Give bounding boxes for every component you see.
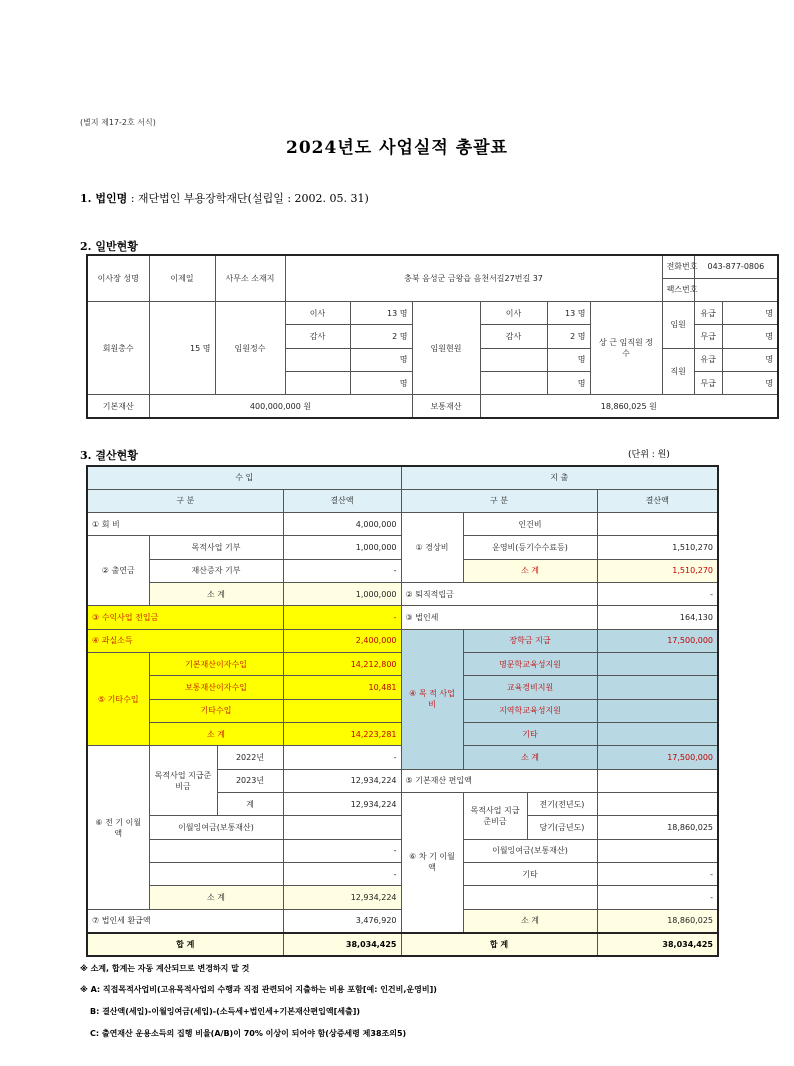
prev-period-label: 전기(전년도) bbox=[527, 793, 597, 816]
labor-label: 인건비 bbox=[463, 513, 597, 536]
purpose-subtotal-amount: 17,500,000 bbox=[597, 746, 718, 769]
current-blank-count: 명 bbox=[547, 348, 590, 371]
profit-transfer-amount: - bbox=[283, 606, 401, 629]
quota-auditor: 감사 bbox=[285, 325, 350, 348]
office-label: 사무소 소재지 bbox=[215, 255, 285, 302]
expense-header: 지 출 bbox=[401, 466, 718, 489]
expense-total-amount: 38,034,425 bbox=[597, 933, 718, 956]
quota-director: 이사 bbox=[285, 302, 350, 325]
basic-transfer-label: ⑤ 기본재산 편입액 bbox=[401, 769, 597, 792]
normal-assets-value: 18,860,025 원 bbox=[480, 395, 778, 418]
purpose-subtotal-label: 소 계 bbox=[463, 746, 597, 769]
prev-blank-2-amount: - bbox=[283, 863, 401, 886]
carryover-subtotal-amount: 12,934,224 bbox=[283, 886, 401, 909]
normal-assets-label: 보통재산 bbox=[412, 395, 480, 418]
income-total-amount: 38,034,425 bbox=[283, 933, 401, 956]
prev-blank-1 bbox=[149, 839, 283, 862]
year-2023-label: 2023년 bbox=[217, 769, 283, 792]
carryover-prev-label: ⑥ 전 기 이월액 bbox=[87, 746, 149, 909]
corp-tax-label: ③ 법인세 bbox=[401, 606, 597, 629]
form-number: (별지 제17-2호 서식) bbox=[80, 118, 156, 127]
severance-label: ② 퇴직적립금 bbox=[401, 583, 597, 606]
income-amount-header: 결산액 bbox=[283, 489, 401, 512]
membership-amount: 4,000,000 bbox=[283, 513, 401, 536]
quota-blank-count: 명 bbox=[350, 348, 412, 371]
labor-amount bbox=[597, 513, 718, 536]
normal-interest-label: 보통재산이자수입 bbox=[149, 676, 283, 699]
prev-period-amount bbox=[597, 793, 718, 816]
officer-paid: 유급 bbox=[694, 302, 722, 325]
tax-refund-amount: 3,476,920 bbox=[283, 909, 401, 932]
reserve-next-label: 목적사업 지급준비금 bbox=[463, 793, 527, 840]
unit-label: (단위 : 원) bbox=[628, 450, 670, 460]
misc-income-amount bbox=[283, 699, 401, 722]
op-subtotal-label: 소 계 bbox=[463, 559, 597, 582]
quota-blank-count: 명 bbox=[350, 371, 412, 394]
quota-auditor-count: 2 명 bbox=[350, 325, 412, 348]
quota-blank bbox=[285, 348, 350, 371]
section-label: 3. 결산현황 bbox=[80, 449, 138, 462]
op-subtotal-amount: 1,510,270 bbox=[597, 559, 718, 582]
next-subtotal-label: 소 계 bbox=[463, 909, 597, 932]
expense-amount-header: 결산액 bbox=[597, 489, 718, 512]
basic-interest-amount: 14,212,800 bbox=[283, 653, 401, 676]
famous-school-amount bbox=[597, 653, 718, 676]
current-auditor: 감사 bbox=[480, 325, 547, 348]
surplus-normal-label: 이월잉여금(보통재산) bbox=[149, 816, 283, 839]
prev-blank-2 bbox=[149, 863, 283, 886]
office-address: 충북 음성군 금왕읍 음천서길27번길 37 bbox=[285, 255, 662, 302]
general-status-table bbox=[86, 254, 779, 419]
current-blank bbox=[480, 348, 547, 371]
misc-income-label: 기타수입 bbox=[149, 699, 283, 722]
settlement-table bbox=[86, 465, 719, 957]
officer-quota-label: 임원정수 bbox=[215, 302, 285, 395]
section-general bbox=[80, 238, 138, 254]
year-2023-amount: 12,934,224 bbox=[283, 769, 401, 792]
other-income-label: ⑤ 기타수입 bbox=[87, 653, 149, 746]
corporation-name: : 재단법인 부용장학재단(설립일 : 2002. 05. 31) bbox=[130, 192, 369, 205]
scholarship-amount: 17,500,000 bbox=[597, 629, 718, 652]
year-2022-label: 2022년 bbox=[217, 746, 283, 769]
expense-total-label: 합 계 bbox=[401, 933, 597, 956]
year-2022-amount: - bbox=[283, 746, 401, 769]
phone-label: 전화번호 bbox=[662, 255, 694, 278]
edu-support-amount bbox=[597, 676, 718, 699]
worker-label: 직원 bbox=[662, 348, 694, 395]
donation-asset-label: 재산증자 기부 bbox=[149, 559, 283, 582]
surplus-next-amount bbox=[597, 839, 718, 862]
severance-amount: - bbox=[597, 583, 718, 606]
local-school-amount bbox=[597, 699, 718, 722]
etc2-amount: - bbox=[597, 863, 718, 886]
note-2: ※ A: 직접목적사업비(고유목적사업의 수행과 직접 관련되어 지출하는 비용 포함[예: 인건비,운영비]) bbox=[80, 985, 437, 994]
surplus-next-label: 이월잉여금(보통재산) bbox=[463, 839, 597, 862]
investment-label: ④ 과실소득 bbox=[87, 629, 283, 652]
prev-blank-1-amount: - bbox=[283, 839, 401, 862]
donation-biz-amount: 1,000,000 bbox=[283, 536, 401, 559]
investment-amount: 2,400,000 bbox=[283, 629, 401, 652]
corp-tax-amount: 164,130 bbox=[597, 606, 718, 629]
officer-current-label: 임원현원 bbox=[412, 302, 480, 395]
fax-label: 팩스번호 bbox=[662, 278, 694, 301]
worker-unpaid: 무급 bbox=[694, 371, 722, 394]
current-director: 이사 bbox=[480, 302, 547, 325]
famous-school-label: 명문학교육성지원 bbox=[463, 653, 597, 676]
phone-number: 043-877-0806 bbox=[694, 255, 778, 278]
current-auditor-count: 2 명 bbox=[547, 325, 590, 348]
curr-period-amount: 18,860,025 bbox=[597, 816, 718, 839]
quota-blank bbox=[285, 371, 350, 394]
section-corporation bbox=[80, 190, 369, 206]
operating-amount: 1,510,270 bbox=[597, 536, 718, 559]
members-count: 15 명 bbox=[149, 302, 215, 395]
section-settlement bbox=[80, 447, 138, 463]
reserve-label: 목적사업 지급준비금 bbox=[149, 746, 217, 816]
current-director-count: 13 명 bbox=[547, 302, 590, 325]
profit-transfer-label: ③ 수익사업 전입금 bbox=[87, 606, 283, 629]
officer-label: 임원 bbox=[662, 302, 694, 349]
basic-assets-value: 400,000,000 원 bbox=[149, 395, 412, 418]
next-subtotal-amount: 18,860,025 bbox=[597, 909, 718, 932]
next-blank bbox=[463, 886, 597, 909]
members-label: 회원총수 bbox=[87, 302, 149, 395]
tax-refund-label: ⑦ 법인세 환급액 bbox=[87, 909, 283, 932]
officer-paid-count: 명 bbox=[722, 302, 778, 325]
local-school-label: 지역학교육성지원 bbox=[463, 699, 597, 722]
current-blank bbox=[480, 371, 547, 394]
curr-period-label: 당기(금년도) bbox=[527, 816, 597, 839]
etc-label: 기타 bbox=[463, 723, 597, 746]
officer-unpaid-count: 명 bbox=[722, 325, 778, 348]
reserve-total-amount: 12,934,224 bbox=[283, 793, 401, 816]
other-subtotal-amount: 14,223,281 bbox=[283, 723, 401, 746]
worker-unpaid-count: 명 bbox=[722, 371, 778, 394]
basic-assets-label: 기본재산 bbox=[87, 395, 149, 418]
donation-label: ② 출연금 bbox=[87, 536, 149, 606]
normal-interest-amount: 10,481 bbox=[283, 676, 401, 699]
op-cost-label: ① 경상비 bbox=[401, 513, 463, 583]
quota-director-count: 13 명 bbox=[350, 302, 412, 325]
staff-label: 상 근 임직원 정 수 bbox=[590, 302, 662, 395]
officer-unpaid: 무급 bbox=[694, 325, 722, 348]
donation-subtotal-amount: 1,000,000 bbox=[283, 583, 401, 606]
note-3: B: 결산액(세입)-이월잉여금(세입)-(소득세+법인세+기본재산편입액[세출]) bbox=[90, 1007, 361, 1016]
next-blank-amount: - bbox=[597, 886, 718, 909]
expense-category-header: 구 분 bbox=[401, 489, 597, 512]
worker-paid: 유급 bbox=[694, 348, 722, 371]
donation-biz-label: 목적사업 기부 bbox=[149, 536, 283, 559]
other-subtotal-label: 소 계 bbox=[149, 723, 283, 746]
worker-paid-count: 명 bbox=[722, 348, 778, 371]
document-title: 2024년도 사업실적 총괄표 bbox=[286, 138, 508, 158]
current-blank-count: 명 bbox=[547, 371, 590, 394]
donation-asset-amount: - bbox=[283, 559, 401, 582]
basic-transfer-amount bbox=[597, 769, 718, 792]
income-category-header: 구 분 bbox=[87, 489, 283, 512]
chair-name: 이제일 bbox=[149, 255, 215, 302]
fax-number bbox=[694, 278, 778, 301]
basic-interest-label: 기본재산이자수입 bbox=[149, 653, 283, 676]
reserve-total-label: 계 bbox=[217, 793, 283, 816]
note-4: C: 출연재산 운용소득의 집행 비율(A/B)이 70% 이상이 되어야 함(상증세령 제38조의5) bbox=[90, 1029, 407, 1038]
purpose-biz-label: ④ 목 적 사업비 bbox=[401, 629, 463, 769]
operating-label: 운영비(등기수수료등) bbox=[463, 536, 597, 559]
income-total-label: 합 계 bbox=[87, 933, 283, 956]
carryover-next-label: ⑥ 차 기 이월액 bbox=[401, 793, 463, 933]
note-1: ※ 소계, 합계는 자동 계산되므로 변경하지 말 것 bbox=[80, 964, 250, 973]
chair-label: 이사장 성명 bbox=[87, 255, 149, 302]
section-label: 2. 일반현황 bbox=[80, 240, 138, 253]
etc2-label: 기타 bbox=[463, 863, 597, 886]
etc-amount bbox=[597, 723, 718, 746]
scholarship-label: 장학금 지급 bbox=[463, 629, 597, 652]
section-label: 1. 법인명 bbox=[80, 192, 128, 205]
membership-label: ① 회 비 bbox=[87, 513, 283, 536]
income-header: 수 입 bbox=[87, 466, 401, 489]
surplus-normal-amount bbox=[283, 816, 401, 839]
carryover-subtotal-label: 소 계 bbox=[149, 886, 283, 909]
donation-subtotal-label: 소 계 bbox=[149, 583, 283, 606]
edu-support-label: 교육경비지원 bbox=[463, 676, 597, 699]
